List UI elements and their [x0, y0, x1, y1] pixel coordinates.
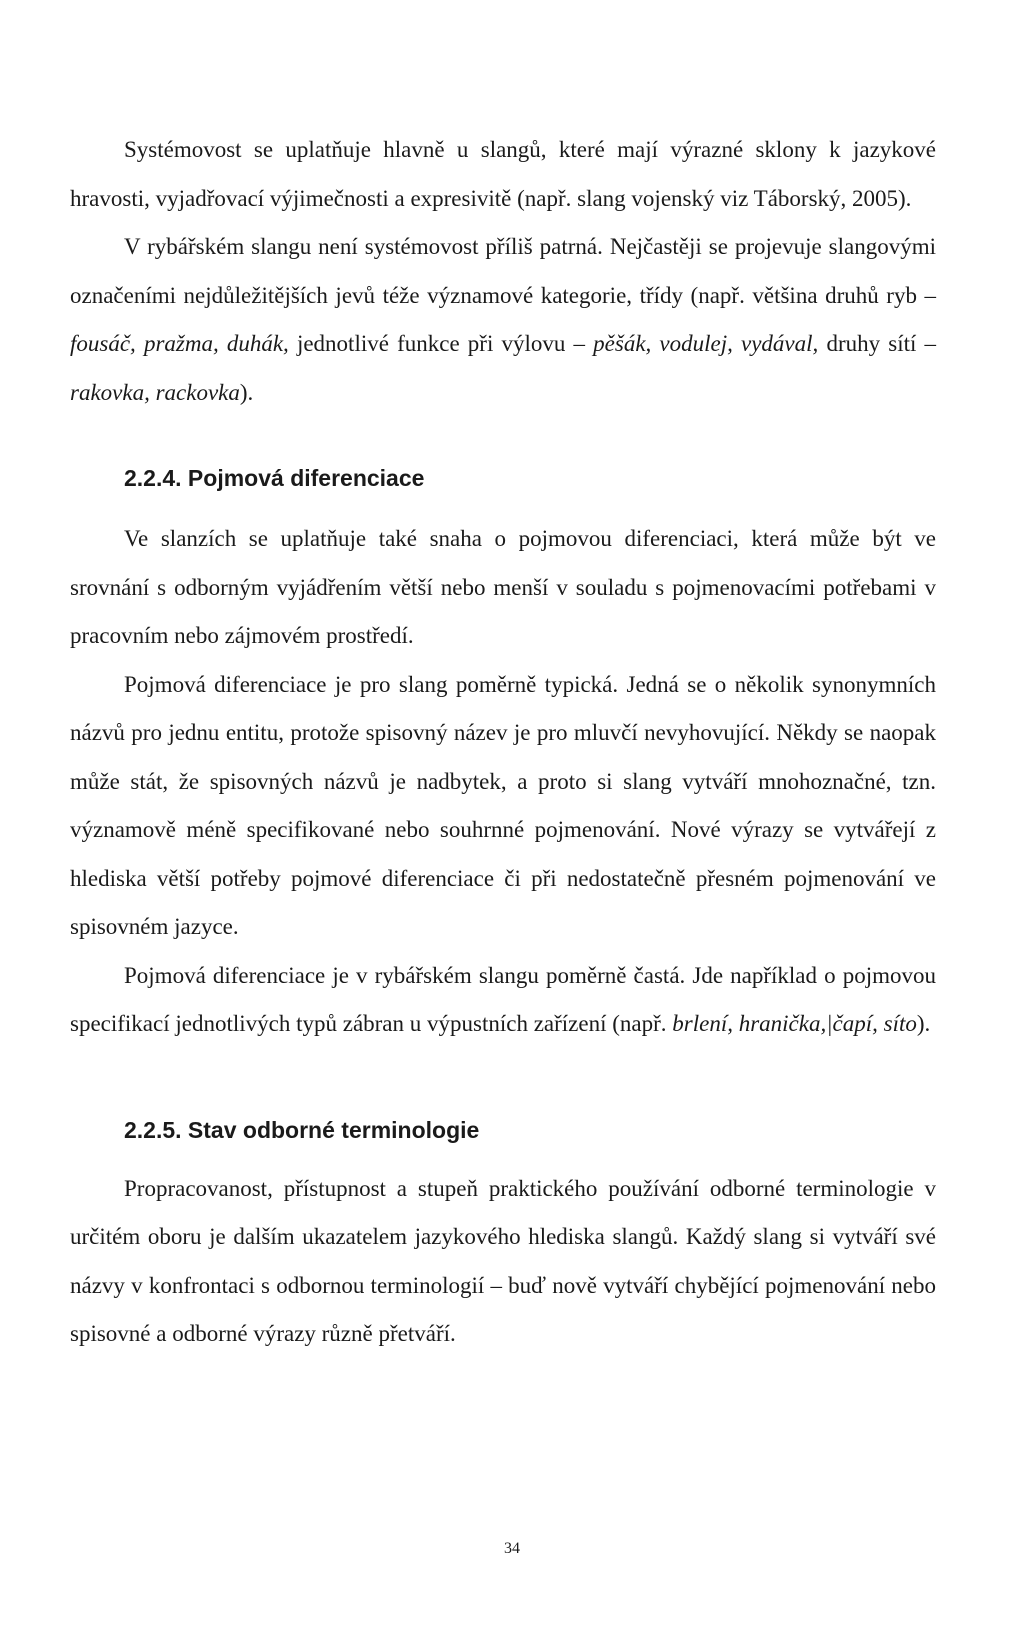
paragraph-text: Systémovost se uplatňuje hlavně u slangů, které mají výrazné sklony k jazykové hravosti, vyjadřovací výjimečnosti a expresivitě (např. slang vojenský viz Táborský, 2005). [70, 137, 936, 211]
section-heading-stav-odborne-terminologie: 2.2.5. Stav odborné terminologie [124, 1116, 480, 1143]
paragraph-text: ). [239, 379, 254, 405]
paragraph-pojmova-diferenciace-typicka [70, 661, 936, 952]
paragraph-pojmova-diferenciace-intro [70, 515, 936, 661]
paragraph-text: druhy sítí – [818, 331, 937, 356]
paragraph-text: Pojmová diferenciace je v rybářském slangu poměrně častá. Jde například o pojmovou specifikací jednotlivých typů zábran u výpustních zařízení (např. [70, 962, 936, 1036]
paragraph-pojmova-diferenciace-rybarsky [70, 952, 936, 1049]
paragraph-rybarsky-slang [70, 223, 936, 417]
paragraph-text: Pojmová diferenciace je pro slang poměrně typická. Jedná se o několik synonymních názvů pro jednu entitu, protože spisovný název je pro mluvčí nevyhovující. Někdy se naopak může stát, že spisovných názvů je nadbytek, a proto si slang vytváří mnohoznačné, tzn. významově méně specifikované nebo souhrnné pojmenování. Nové výrazy se vytvářejí z hlediska větší potřeby pojmové diferenciace či při nedostatečně přesném pojmenování ve spisovném jazyce. [70, 671, 936, 939]
paragraph-text: Propracovanost, přístupnost a stupeň praktického používání odborné terminologie v určitém oboru je dalším ukazatelem jazykového hlediska slangů. Každý slang si vytváří své názvy v konfrontaci s odbornou terminologií – buď nově vytváří chybějící pojmenování nebo spisovné a odborné výrazy různě přetváří. [70, 1175, 936, 1346]
paragraph-odborna-terminologie [70, 1165, 936, 1359]
paragraph-text: jednotlivé funkce při výlovu – [288, 331, 594, 356]
page-number: 34 [504, 1540, 520, 1557]
document-page [70, 126, 936, 1359]
italic-examples-functions: pěšák, vodulej, vydával, [593, 331, 819, 356]
italic-examples-zabrany: brlení, hranička,|čapí, síto [672, 1011, 917, 1036]
paragraph-text: ). [916, 1011, 931, 1036]
italic-examples-nets: rakovka, rackovka [70, 379, 240, 405]
paragraph-text: Ve slanzích se uplatňuje také snaha o pojmovou diferenciaci, která může být ve srovnání s odborným vyjádřením větší nebo menší v souladu s pojmenovacími potřebami v pracovním nebo zájmovém prostředí. [70, 526, 936, 648]
paragraph-text: V rybářském slangu není systémovost příliš patrná. Nejčastěji se projevuje slangovými označeními nejdůležitějších jevů téže významové kategorie, třídy (např. většina druhů ryb – [70, 234, 936, 308]
section-heading-pojmova-diferenciace: 2.2.4. Pojmová diferenciace [124, 465, 425, 491]
paragraph-systemovost [70, 126, 936, 223]
italic-examples-fish: fousáč, pražma, duhák, [70, 331, 289, 356]
